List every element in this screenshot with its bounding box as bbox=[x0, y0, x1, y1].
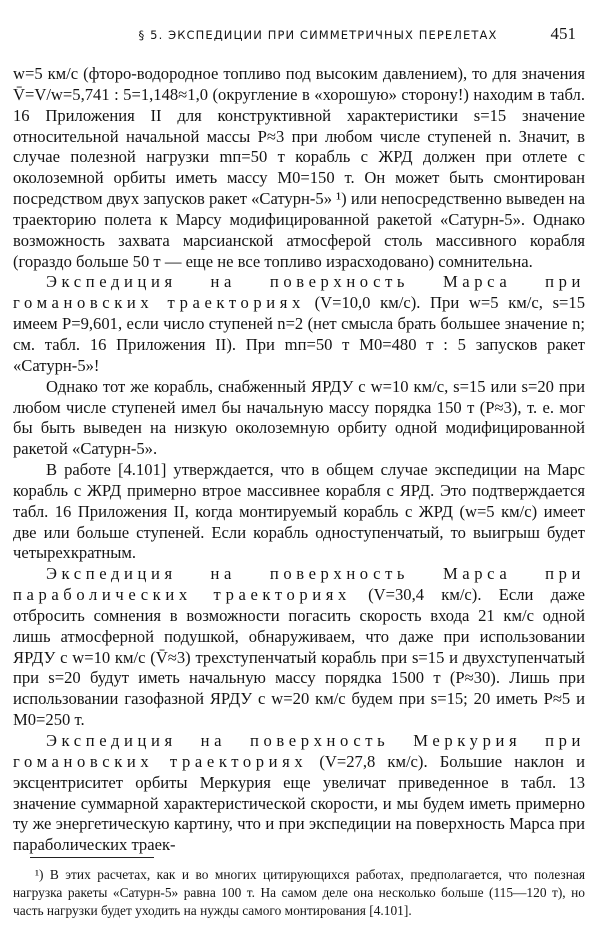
footnote-1: ¹) В этих расчетах, как и во многих цитирующихся работах, предполагается, что полезная нагрузка ракеты «Сатурн-5» равна 100 т. На самом деле она несколько больше (115—120 т), но часть нагрузки будет уходить на нужды самого монтирования [4.101]. bbox=[13, 867, 585, 918]
running-title: § 5. ЭКСПЕДИЦИИ ПРИ СИММЕТРИЧНЫХ ПЕРЕЛЕТАХ bbox=[138, 28, 498, 42]
footnote-divider bbox=[30, 857, 154, 858]
page-header bbox=[60, 24, 576, 50]
paragraph-4: В работе [4.101] утверждается, что в общем случае экспедиции на Марс корабль с ЖРД примерно втрое массивнее корабля с ЯРД. Это подтверждается табл. 16 Приложения II, когда монтируемый корабль с ЖРД (w=5 км/с) имеет две или больше ступеней. Если корабль одноступенчатый, то выигрыш будет четырехкратным. bbox=[13, 460, 585, 563]
paragraph-5: Экспедиция на поверхность Марса при параболических траекториях (V=30,4 км/с). Если даже отбросить сомнения в возможности погасить скорость входа 21 км/с одной лишь атмосферной подушкой, обнаруживаем, что даже при использовании ЯРДУ с w=10 км/с (V̄≈3) трехступенчатый корабль при s=15 и двухступенчатый при s=20 будут иметь начальную массу порядка 1500 т (P≈30). Лишь при использовании газофазной ЯРДУ с w=20 км/с будем при s=15; 20 иметь P≈5 и M0=250 т. bbox=[13, 564, 586, 730]
paragraph-1: w=5 км/с (фторо-водородное топливо под высоким давлением), то для значения V̄=V/w=5,741 : 5=1,148≈1,0 (округление в «хорошую» сторону!) находим в табл. 16 Приложения II для конструктивной характеристики s=15 значение относительной начальной массы P≈3 при любом числе ступеней n. Значит, в случае полезной нагрузки mп=50 т корабль с ЖРД должен при отлете с околоземной орбиты иметь массу M0=150 т. Он может быть смонтирован посредством двух запусков ракет «Сатурн-5» ¹) или непосредственно выведен на траекторию полета к Марсу модифицированной ракетой «Сатурн-5». Однако возможность захвата марсианской атмосферой столь массивного корабля (гораздо больше 50 т — еще не все топливо израсходовано) сомнительна. bbox=[13, 64, 585, 271]
page-number: 451 bbox=[550, 24, 576, 43]
paragraph-3: Однако тот же корабль, снабженный ЯРДУ с w=10 км/с, s=15 или s=20 при любом числе ступеней имел бы начальную массу порядка 150 т (P≈3), т. е. мог бы быть выведен на низкую околоземную орбиту одной модифицированной ракетой «Сатурн-5». bbox=[13, 376, 585, 459]
paragraph-6: Экспедиция на поверхность Меркурия при гомановских траекториях (V=27,8 км/с). Большие наклон и эксцентриситет орбиты Меркурия еще увеличат приведенное в табл. 13 значение суммарной характеристической скорости, и мы будем иметь примерно ту же энергетическую картину, что и при экспедиции на поверхность Марса при параболических траек- bbox=[13, 731, 585, 855]
body-text bbox=[13, 64, 585, 856]
footnotes bbox=[13, 866, 585, 920]
paragraph-2: Экспедиция на поверхность Марса при гомановских траекториях (V=10,0 км/с). При w=5 км/с, s=15 имеем P=9,601, если число ступеней n=2 (нет смысла брать большее значение n; см. табл. 16 Приложения II). При mп=50 т M0=480 т : 5 запусков ракет «Сатурн-5»! bbox=[13, 272, 585, 375]
